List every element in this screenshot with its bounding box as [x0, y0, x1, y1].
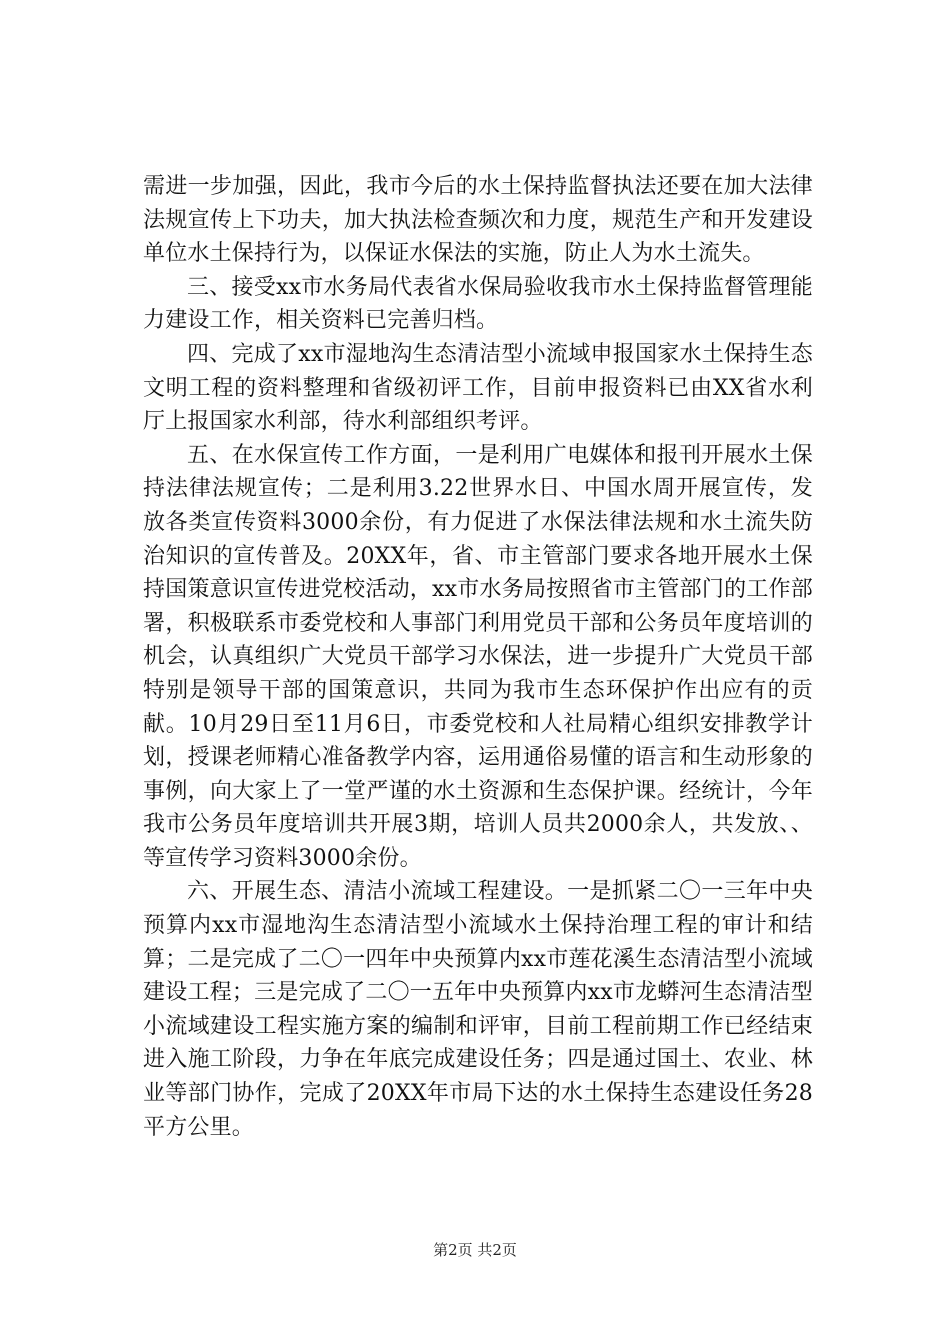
- paragraph-item-5: 五、在水保宣传工作方面，一是利用广电媒体和报刊开展水土保持法律法规宣传；二是利用3.22世界水日、中国水周开展宣传，发放各类宣传资料3000余份，有力促进了水保法律法规和水土流失防治知识的宣传普及。20XX年，省、市主管部门要求各地开展水土保持国策意识宣传进党校活动，xx市水务局按照省市主管部门的工作部署，积极联系市委党校和人事部门利用党员干部和公务员年度培训的机会，认真组织广大党员干部学习水保法，进一步提升广大党员干部特别是领导干部的国策意识，共同为我市生态环保护作出应有的贡献。10月29日至11月6日，市委党校和人社局精心组织安排教学计划，授课老师精心准备教学内容，运用通俗易懂的语言和生动形象的事例，向大家上了一堂严谨的水土资源和生态保护课。经统计，今年我市公务员年度培训共开展3期，培训人员共2000余人，共发放、、等宣传学习资料3000余份。: [143, 442, 813, 871]
- paragraph-continued: 需进一步加强，因此，我市今后的水土保持监督执法还要在加大法律法规宣传上下功夫，加大执法检查频次和力度，规范生产和开发建设单位水土保持行为，以保证水保法的实施，防止人为水土流失。: [143, 174, 813, 267]
- paragraph-item-3: 三、接受xx市水务局代表省水保局验收我市水土保持监督管理能力建设工作，相关资料已完善归档。: [143, 274, 813, 334]
- document-body: [143, 170, 813, 1144]
- paragraph-item-4: 四、完成了xx市湿地沟生态清洁型小流域申报国家水土保持生态文明工程的资料整理和省级初评工作，目前申报资料已由XX省水利厅上报国家水利部，待水利部组织考评。: [143, 341, 813, 435]
- page-number-label: 第2页 共2页: [433, 1241, 517, 1259]
- paragraph-item-6: 六、开展生态、清洁小流域工程建设。一是抓紧二〇一三年中央预算内xx市湿地沟生态清洁型小流域水土保持治理工程的审计和结算；二是完成了二〇一四年中央预算内xx市莲花溪生态清洁型小流域建设工程；三是完成了二〇一五年中央预算内xx市龙蟒河生态清洁型小流域建设工程实施方案的编制和评审，目前工程前期工作已经结束进入施工阶段，力争在年底完成建设任务；四是通过国土、农业、林业等部门协作，完成了20XX年市局下达的水土保持生态建设任务28平方公里。: [143, 879, 813, 1140]
- page-footer: [0, 1240, 950, 1260]
